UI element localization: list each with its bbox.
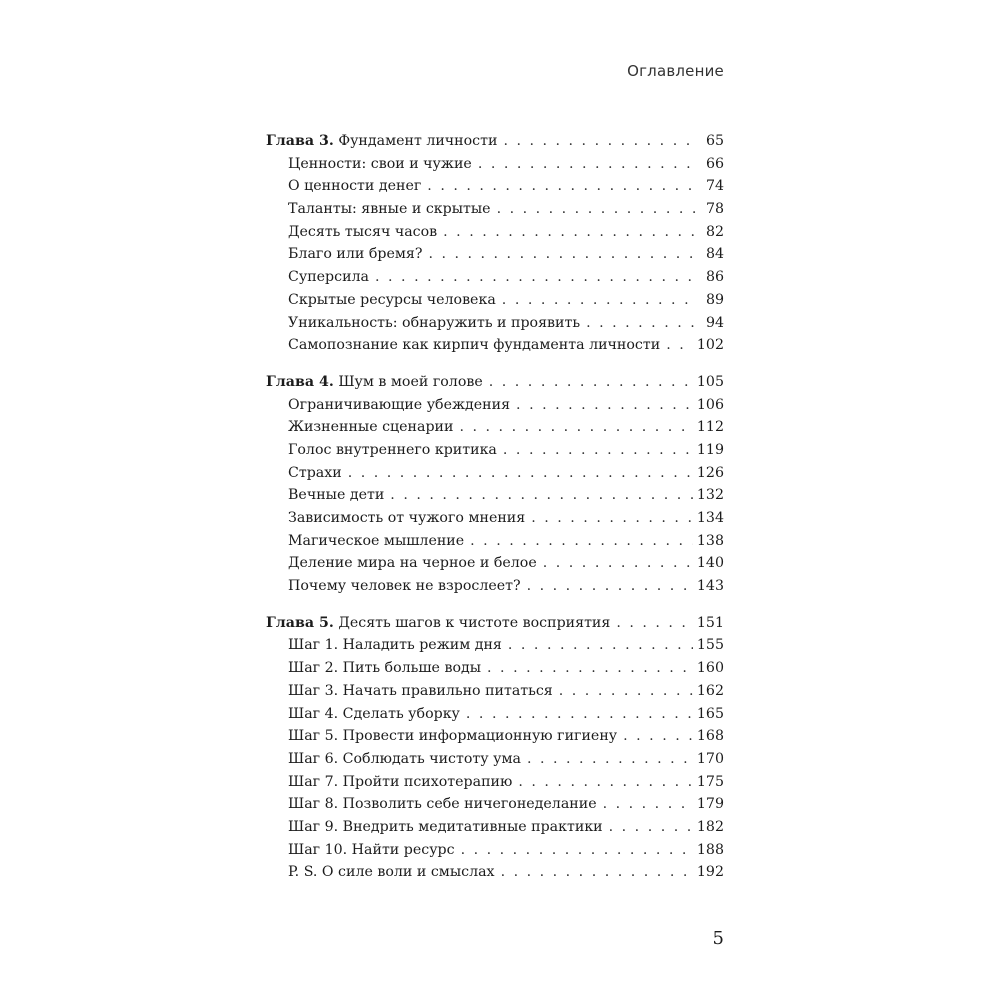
toc-page-number: 151 — [696, 614, 724, 631]
dot-leader — [489, 371, 693, 394]
toc-entry-title: Шаг 10. Найти ресурс — [288, 841, 455, 858]
toc-entry — [266, 221, 724, 244]
dot-leader — [459, 416, 692, 439]
toc-entry-title: Ценности: свои и чужие — [288, 155, 472, 172]
dot-leader — [348, 462, 693, 485]
toc-chapter-label: Глава 5. — [266, 614, 334, 631]
toc-entry — [266, 289, 724, 312]
toc-entry-title: Шаг 2. Пить больше воды — [288, 660, 482, 677]
toc-entry — [266, 552, 724, 575]
toc-chapter-title — [266, 371, 483, 394]
toc-page-number: 112 — [696, 419, 724, 436]
dot-leader — [503, 130, 698, 153]
toc-entry-title: Ограничивающие убеждения — [288, 396, 511, 413]
toc-page-number: 182 — [696, 818, 724, 835]
dot-leader — [461, 839, 693, 862]
toc-entry — [266, 680, 724, 703]
toc-page-number: 132 — [696, 487, 724, 504]
toc-page-number: 86 — [705, 269, 724, 286]
toc-entry — [266, 575, 724, 598]
toc-entry-title: Почему человек не взрослеет? — [288, 578, 521, 595]
toc-page-number: 89 — [705, 291, 724, 308]
toc-chapter — [266, 371, 724, 598]
toc-entry-title: P. S. О силе воли и смыслах — [288, 864, 495, 881]
dot-leader — [616, 612, 693, 635]
dot-leader — [427, 175, 698, 198]
dot-leader — [497, 198, 698, 221]
toc-entry — [266, 175, 724, 198]
toc-entry-title: Вечные дети — [288, 487, 385, 504]
dot-leader — [508, 634, 693, 657]
dot-leader — [390, 484, 693, 507]
dot-leader — [666, 334, 693, 357]
toc-entry — [266, 334, 724, 357]
toc-page-number: 119 — [696, 441, 724, 458]
toc-entry-title: Благо или бремя? — [288, 246, 423, 263]
toc-entry — [266, 657, 724, 680]
toc-page-number: 143 — [696, 578, 724, 595]
toc-entry-title: Зависимость от чужого мнения — [288, 510, 526, 526]
toc-entry — [266, 153, 724, 176]
toc-entry-title: Скрытые ресурсы человека — [288, 291, 496, 308]
dot-leader — [501, 861, 693, 884]
dot-leader — [375, 266, 698, 289]
toc-page-number: 102 — [696, 337, 724, 354]
toc-chapter-name: Шум в моей голове — [338, 373, 483, 390]
toc-entry-title: Таланты: явные и скрытые — [288, 201, 491, 218]
page-number: 5 — [712, 928, 724, 949]
toc-chapter-name: Десять шагов к чистоте восприятия — [338, 614, 611, 631]
toc-page-number: 160 — [696, 660, 724, 677]
dot-leader — [428, 243, 698, 266]
toc-page-number: 94 — [705, 314, 724, 331]
dot-leader — [531, 507, 693, 530]
dot-leader — [527, 575, 693, 598]
toc-page-number: 155 — [696, 637, 724, 654]
toc-entry-title: Деление мира на черное и белое — [288, 555, 537, 572]
toc-page-number: 140 — [696, 555, 724, 572]
toc-entry-title: Суперсила — [288, 269, 370, 286]
toc-page-number: 126 — [696, 464, 724, 481]
toc-entry — [266, 439, 724, 462]
toc-entry-title: Уникальность: обнаружить и проявить — [288, 314, 581, 331]
toc-chapter — [266, 130, 724, 357]
running-head: Оглавление — [627, 62, 724, 80]
toc-entry — [266, 839, 724, 862]
toc-entry — [266, 507, 724, 530]
toc-entry-title: Десять тысяч часов — [288, 223, 438, 240]
toc-entry-title: Страхи — [288, 464, 342, 481]
toc-chapter-entry — [266, 130, 724, 153]
toc-entry-title: Шаг 3. Начать правильно питаться — [288, 682, 553, 699]
toc-page-number: 66 — [705, 155, 724, 172]
toc-page-number: 78 — [705, 201, 724, 218]
toc-page-number: 165 — [696, 705, 724, 722]
toc-page-number: 105 — [696, 373, 724, 390]
toc-entry — [266, 634, 724, 657]
toc-page-number: 106 — [696, 396, 724, 413]
toc-entry — [266, 771, 724, 794]
toc-entry — [266, 484, 724, 507]
toc-page-number: 74 — [705, 178, 724, 195]
toc-entry-title: Шаг 4. Сделать уборку — [288, 705, 460, 722]
toc-chapter-entry — [266, 612, 724, 635]
toc-entry-title: Жизненные сценарии — [288, 419, 454, 436]
toc-page-number: 84 — [705, 246, 724, 263]
toc-entry-title: Шаг 8. Позволить себе ничегонеделание — [288, 796, 597, 813]
dot-leader — [443, 221, 698, 244]
toc-entry — [266, 462, 724, 485]
toc-entry — [266, 748, 724, 771]
dot-leader — [623, 725, 693, 748]
toc-entry-title: Шаг 9. Внедрить медитативные практики — [288, 818, 603, 835]
dot-leader — [559, 680, 693, 703]
toc-page-number: 82 — [705, 223, 724, 240]
table-of-contents — [266, 130, 724, 898]
toc-entry — [266, 312, 724, 335]
dot-leader — [518, 771, 693, 794]
toc-entry — [266, 416, 724, 439]
toc-chapter-entry — [266, 371, 724, 394]
dot-leader — [543, 552, 693, 575]
toc-page-number: 168 — [696, 728, 724, 745]
toc-entry — [266, 793, 724, 816]
toc-entry-title: Магическое мышление — [288, 532, 465, 549]
toc-chapter-name: Фундамент личности — [338, 133, 498, 149]
toc-page-number: 179 — [696, 796, 724, 813]
toc-entry — [266, 530, 724, 553]
dot-leader — [478, 153, 698, 176]
toc-page-number: 188 — [696, 841, 724, 858]
dot-leader — [503, 439, 693, 462]
toc-entry-title: Шаг 1. Наладить режим дня — [288, 637, 502, 654]
toc-page-number: 65 — [705, 133, 724, 149]
toc-entry — [266, 394, 724, 417]
toc-chapter-label: Глава 4. — [266, 373, 334, 390]
toc-page-number: 134 — [696, 510, 724, 526]
dot-leader — [527, 748, 693, 771]
dot-leader — [586, 312, 698, 335]
toc-entry — [266, 243, 724, 266]
toc-entry — [266, 861, 724, 884]
toc-chapter — [266, 612, 724, 884]
toc-page-number: 175 — [696, 773, 724, 790]
toc-entry-title: Шаг 6. Соблюдать чистоту ума — [288, 750, 521, 767]
dot-leader — [470, 530, 693, 553]
toc-entry — [266, 266, 724, 289]
toc-page-number: 192 — [696, 864, 724, 881]
toc-entry-title: Шаг 7. Пройти психотерапию — [288, 773, 513, 790]
dot-leader — [516, 394, 693, 417]
dot-leader — [466, 703, 693, 726]
toc-page-number: 138 — [696, 532, 724, 549]
dot-leader — [609, 816, 693, 839]
toc-page-number: 170 — [696, 750, 724, 767]
toc-entry-title: Шаг 5. Провести информационную гигиену — [288, 728, 618, 745]
dot-leader — [502, 289, 698, 312]
toc-chapter-title — [266, 612, 610, 635]
toc-page-number: 162 — [696, 682, 724, 699]
toc-entry — [266, 816, 724, 839]
dot-leader — [603, 793, 693, 816]
toc-chapter-label: Глава 3. — [266, 133, 334, 149]
toc-entry — [266, 198, 724, 221]
toc-entry-title: О ценности денег — [288, 178, 422, 195]
dot-leader — [487, 657, 693, 680]
toc-entry — [266, 703, 724, 726]
toc-entry — [266, 725, 724, 748]
toc-chapter-title — [266, 130, 497, 153]
toc-entry-title: Голос внутреннего критика — [288, 441, 497, 458]
toc-entry-title: Самопознание как кирпич фундамента личности — [288, 337, 661, 354]
